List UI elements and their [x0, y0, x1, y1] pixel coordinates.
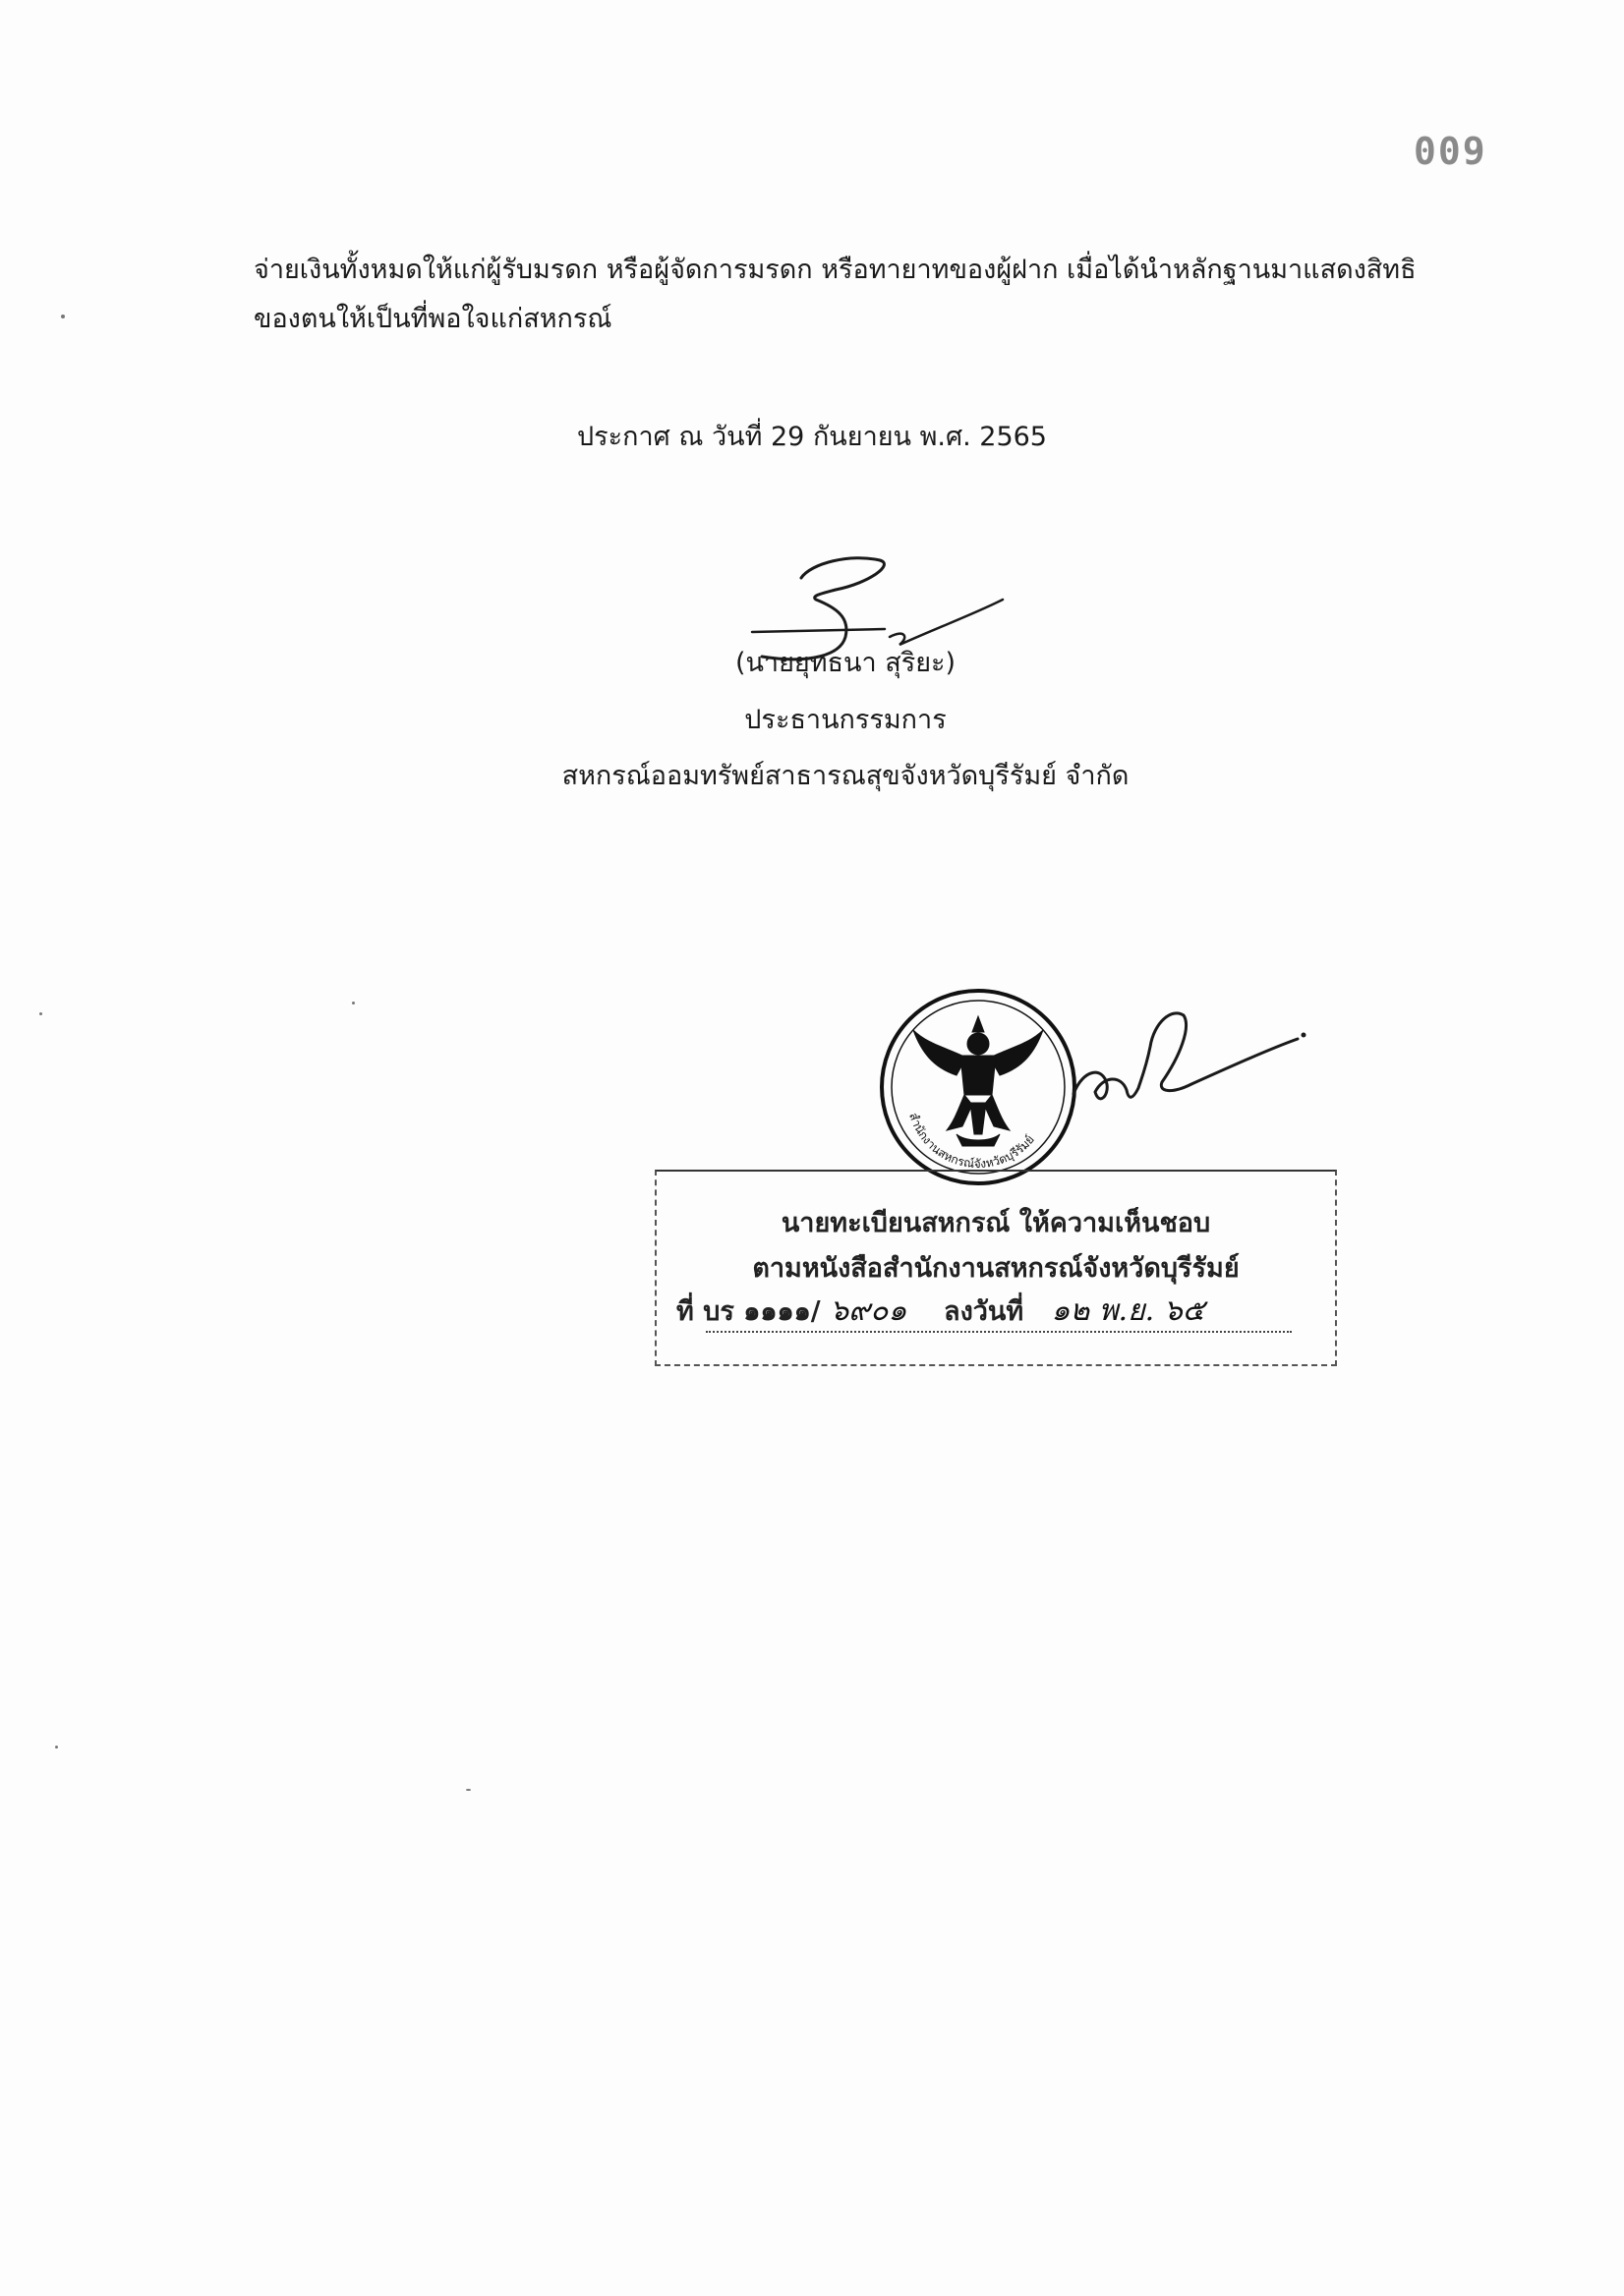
scan-speck: [61, 315, 65, 318]
seal-ring-text: สำนักงานสหกรณ์จังหวัดบุรีรัมย์: [906, 1111, 1037, 1172]
scan-speck: [466, 1789, 471, 1791]
signatory-organization: สหกรณ์ออมทรัพย์สาธารณสุขจังหวัดบุรีรัมย์ จำกัด: [561, 761, 1130, 791]
page-number: 009: [1414, 130, 1487, 173]
body-line-2: ของตนให้เป็นที่พอใจแก่สหกรณ์: [254, 304, 612, 334]
stamp-line-3: [657, 1288, 1335, 1334]
garuda-emblem-icon: [913, 1016, 1043, 1146]
registrar-signature: [1064, 998, 1309, 1145]
stamp-underline: [706, 1331, 1292, 1333]
stamp-reference-number: ๖๙๐๑: [830, 1293, 907, 1328]
stamp-date-label: ลงวันที่: [944, 1296, 1024, 1327]
signatory-position: ประธานกรรมการ: [744, 705, 947, 735]
scan-speck: [55, 1746, 58, 1749]
stamp-date: ๑๒ พ.ย. ๖๕: [1051, 1293, 1205, 1328]
registrar-approval-stamp: [655, 1170, 1337, 1366]
signatory-name: (นายยุทธนา สุริยะ): [734, 648, 957, 678]
stamp-line-2: ตามหนังสือสำนักงานสหกรณ์จังหวัดบุรีรัมย์: [752, 1253, 1240, 1284]
stamp-line-1: นายทะเบียนสหกรณ์ ให้ความเห็นชอบ: [781, 1208, 1211, 1238]
scan-speck: [352, 1002, 355, 1004]
scan-speck: [39, 1012, 42, 1015]
body-paragraph: [254, 246, 1473, 344]
announcement-date: ประกาศ ณ วันที่ 29 กันยายน พ.ศ. 2565: [577, 422, 1047, 452]
official-seal: [878, 987, 1078, 1187]
stamp-reference-prefix: ที่ บร ๑๑๑๑/: [676, 1296, 821, 1327]
body-line-1: จ่ายเงินทั้งหมดให้แก่ผู้รับมรดก หรือผู้จัดการมรดก หรือทายาทของผู้ฝาก เมื่อได้นำหลักฐานมาแสดงสิทธิ: [254, 255, 1417, 285]
